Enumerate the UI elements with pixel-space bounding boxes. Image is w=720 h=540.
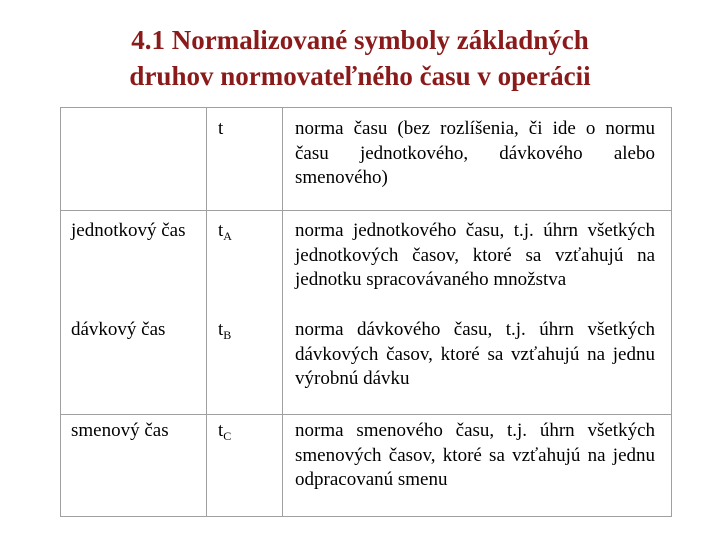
row-label: dávkový čas: [71, 319, 166, 340]
row-label: jednotkový čas: [71, 220, 186, 241]
row-description: norma času (bez rozlíšenia, či ide o normu času jednotkového, dávkového alebo smenového): [295, 118, 655, 188]
slide-title: [0, 22, 720, 94]
row-symbol: $t_C$: [218, 420, 232, 443]
column-divider: [206, 108, 207, 516]
slide-title-line1: 4.1 Normalizované symboly základných: [131, 25, 589, 55]
row-description: norma jednotkového času, t.j. úhrn všetkých jednotkových časov, ktoré sa vzťahujú na jednotku spracovávaného množstva: [295, 220, 655, 290]
symbols-table: [60, 107, 672, 517]
slide-title-line2: druhov normovateľného času v operácii: [129, 61, 591, 91]
row-symbol: $t_B$: [218, 319, 232, 342]
row-description: norma smenového času, t.j. úhrn všetkých smenových časov, ktoré sa vzťahujú na jednu odpracovanú smenu: [295, 420, 655, 490]
column-divider: [282, 108, 283, 516]
row-symbol: $t_A$: [218, 220, 232, 243]
row-description: norma dávkového času, t.j. úhrn všetkých dávkových časov, ktoré sa vzťahujú na jednu výrobnú dávku: [295, 319, 655, 389]
row-label: smenový čas: [71, 420, 169, 441]
row-divider: [61, 414, 671, 415]
row-divider: [61, 210, 671, 211]
row-symbol: t: [218, 118, 224, 139]
